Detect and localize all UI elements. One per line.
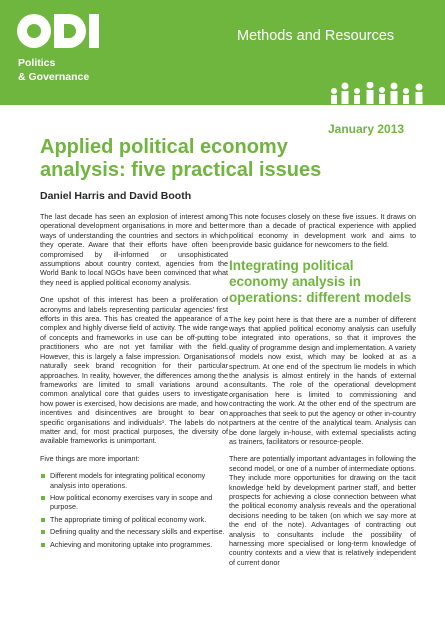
list-item: Achieving and monitoring uptake into programmes. xyxy=(40,540,228,549)
people-figures-icon xyxy=(330,82,430,104)
series-label: Methods and Resources xyxy=(237,28,395,44)
body-paragraph: One upshot of this interest has been a proliferation of acronyms and labels representing particular agencies' first efforts in this area. This has created the appearance of a complex and highly diverse field of activity. The wide range of concepts and frameworks in use can be off-putting to practitioners who are not yet familiar with the field. However, this is largely a false impression. Organisations naturally seek brand recognition for their particular approaches. In reality, however, the differences among the frameworks are limited to small variations around a common analytical core that guides users to investigate how power is exercised, how decisions are made, and how incentives and disincentives are brought to bear on specific organisations and individuals¹. The labels do not matter and, for most practical purposes, the diversity of available frameworks is unimportant. xyxy=(40,295,228,446)
politics-governance-label: Politics & Governance xyxy=(18,57,90,83)
document-title: Applied political economy analysis: five practical issues xyxy=(40,136,322,181)
right-column xyxy=(229,212,416,575)
list-item: Different models for integrating political economy analysis into operations. xyxy=(40,471,228,490)
section-heading: Integrating political economy analysis in operations: different models xyxy=(229,257,412,305)
left-column xyxy=(40,212,228,552)
body-paragraph: Five things are more important: xyxy=(40,453,140,463)
body-paragraph: This note focuses closely on these five issues. It draws on more than a decade of practical experience with applied political economy in development work and aims to provide basic guidance for newcomers to the field. xyxy=(229,212,416,250)
body-paragraph: There are potentially important advantages in following the second model, or one of a number of intermediate options. They include more opportunities for drawing on the tacit knowledge held by development partner staff, and better prospects for achieving a close connection between what the political economy analysis reveals and the operational decisions needing to be taken (on which we say more at the end of the note). Advantages of contracting out analysis to consultants include the possibility of harnessing more specialised or long-term knowledge of country contexts and a view that is relatively independent of current donor xyxy=(229,454,416,567)
list-item: How political economy exercises vary in scope and purpose. xyxy=(40,493,228,512)
header-banner xyxy=(0,0,445,105)
odi-logo xyxy=(17,12,99,50)
body-paragraph: The key point here is that there are a number of different ways that applied political economy analysis can usefully be integrated into operations, so that it improves the quality of programme design and implementation. A variety of models now exist, which may be looked at as a spectrum. At one end of the spectrum lie models in which the analysis is almost entirely in the hands of external consultants. The role of the operational development organisation here is limited to commissioning and contracting the work. At the other end of the spectrum are approaches that seek to put the agency or other in-country partners at the centre of the analytical team. Analysis can be done largely in-house, with external specialists acting as trainers, facilitators or resource-people. xyxy=(229,314,416,446)
list-item: Defining quality and the necessary skills and expertise. xyxy=(40,527,228,536)
publication-date: January 2013 xyxy=(328,122,405,136)
body-paragraph: The last decade has seen an explosion of interest among operational development organisations in more and better ways of understanding the countries and sectors in which they operate. Aware that their efforts have often been compromised by ill-informed or unsophisticated assumptions about country context, agencies from the World Bank to local NGOs have been convinced that what they need is applied political economy analysis. xyxy=(40,212,228,287)
issues-list xyxy=(40,471,228,549)
authors: Daniel Harris and David Booth xyxy=(40,190,192,202)
list-item: The appropriate timing of political economy work. xyxy=(40,515,228,524)
